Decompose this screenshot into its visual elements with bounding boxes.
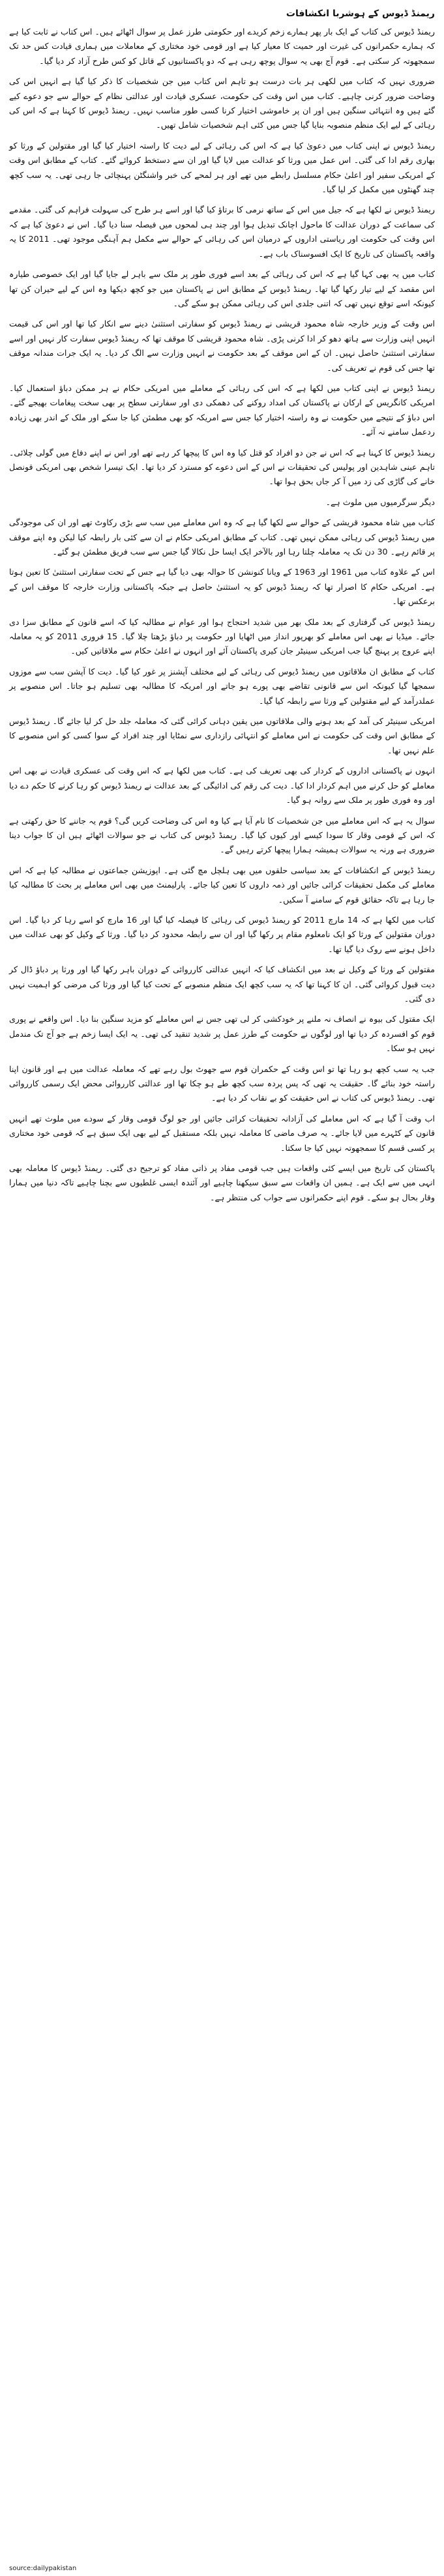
article-paragraph: دیگر سرگرمیوں میں ملوث ہے۔ bbox=[325, 497, 435, 507]
article-paragraph: اس کے علاوہ کتاب میں 1961 اور 1963 کے ویانا کنونشن کا حوالہ بھی دیا گیا ہے جس کے تحت سفارتی استثنیٰ کا تعین ہوتا ہے۔ امریکی حکام کا اصرار تھا کہ ریمنڈ ڈیوس کو یہ استثنیٰ حاصل ہے جبکہ پاکستانی وزارت خارجہ کا موقف اس کے برعکس تھا۔ bbox=[9, 567, 435, 607]
article-paragraph: کتاب کے مطابق ان ملاقاتوں میں ریمنڈ ڈیوس کی رہائی کے لیے مختلف آپشنز پر غور کیا گیا۔ دیت کا آپشن سب سے موزوں سمجھا گیا کیونکہ اس سے قانونی تقاضے بھی پورے ہو جاتے اور امریکہ کا مطالبہ بھی تسلیم ہو جاتا۔ اس منصوبے پر عملدرآمد کے لیے مقتولین کے ورثا سے رابطہ کیا گیا۔ bbox=[9, 666, 435, 706]
article-paragraph: مقتولین کے ورثا کے وکیل نے بعد میں انکشاف کیا کہ انہیں عدالتی کارروائی کے دوران باہر رکھا گیا اور ورثا پر دباؤ ڈال کر دیت قبول کروائی گئی۔ ان کا کہنا تھا کہ یہ سب کچھ ایک منظم منصوبے کے تحت کیا گیا اور ورثا کی مرضی کو اہمیت نہیں دی گئی۔ bbox=[9, 964, 435, 1004]
article-paragraph: ریمنڈ ڈیوس نے اپنی کتاب میں دعویٰ کیا ہے کہ اس کی رہائی کے لیے دیت کا راستہ اختیار کیا گیا اور مقتولین کے ورثا کو بھاری رقم ادا کی گئی۔ اس عمل میں ورثا کو عدالت میں لایا گیا اور ان سے دستخط کروائے گئے۔ کتاب کے مطابق اس وقت کے امریکی سفیر اور اعلیٰ حکام مسلسل رابطے میں تھے اور ہر لمحے کی خبر واشنگٹن پہنچائی جا رہی تھی۔ یہ سب کچھ چند گھنٹوں میں مکمل کر لیا گیا۔ bbox=[9, 140, 435, 195]
article-paragraph: اب وقت آ گیا ہے کہ اس معاملے کی آزادانہ تحقیقات کرائی جائیں اور جو لوگ قومی وقار کے سودے میں ملوث تھے انہیں قانون کے کٹہرے میں لایا جائے۔ یہ صرف ماضی کا معاملہ نہیں بلکہ مستقبل کے لیے بھی ایک سبق ہے کہ قومی خود مختاری پر کسی قسم کا سمجھوتہ نہیں کیا جا سکتا۔ bbox=[9, 1113, 435, 1153]
article-paragraph: ضروری نہیں کہ کتاب میں لکھی ہر بات درست ہو تاہم اس کتاب میں جن شخصیات کا ذکر کیا گیا ہے انہیں اس کی وضاحت ضرور کرنی چاہیے۔ کتاب میں اس وقت کی حکومت، عسکری قیادت اور عدالتی نظام کے حوالے سے جو دعوے کیے گئے ہیں وہ انتہائی سنگین ہیں اور ان پر خاموشی اختیار کرنا کسی طور مناسب نہیں۔ ریمنڈ ڈیوس کا کہنا ہے کہ اس کی رہائی کے لیے ایک منظم منصوبہ بنایا گیا جس میں کئی اہم شخصیات شامل تھیں۔ bbox=[9, 76, 435, 130]
article-paragraph: ریمنڈ ڈیوس کی کتاب کے ایک بار پھر ہمارے زخم کریدے اور حکومتی طرز عمل پر سوال اٹھائے ہیں۔ اس کتاب نے ثابت کیا ہے کہ ہمارے حکمرانوں کی غیرت اور حمیت کا معیار کیا ہے اور قومی خود مختاری کے معاملات میں ہماری قیادت کس حد تک سمجھوتہ کر سکتی ہے۔ قوم آج بھی یہ سوال پوچھ رہی ہے کہ دو پاکستانیوں کے قاتل کو کس طرح آزاد کر دیا گیا۔ bbox=[9, 27, 435, 66]
article-paragraph: ریمنڈ ڈیوس نے اپنی کتاب میں لکھا ہے کہ اس کی رہائی کے معاملے میں امریکی حکام نے ہر ممکن دباؤ استعمال کیا۔ امریکی کانگریس کے ارکان نے پاکستان کی امداد روکنے کی دھمکی دی اور سفارتی سطح پر بھی سخت پیغامات بھیجے گئے۔ اس دباؤ کے نتیجے میں حکومت نے وہ راستہ اختیار کیا جس سے امریکہ کو بھی مطمئن کیا جا سکے اور ملک کے اندر بھی زیادہ ردعمل سامنے نہ آئے۔ bbox=[9, 383, 435, 437]
article-paragraph: ایک مقتول کی بیوہ نے انصاف نہ ملنے پر خودکشی کر لی تھی جس نے اس معاملے کو مزید سنگین بنا دیا۔ اس واقعے نے پوری قوم کو افسردہ کر دیا تھا اور لوگوں نے حکومت کے طرز عمل پر شدید تنقید کی تھی۔ یہ ایک ایسا زخم ہے جو آج تک مندمل نہیں ہو سکا۔ bbox=[9, 1014, 435, 1054]
article-paragraph: کتاب میں لکھا ہے کہ 14 مارچ 2011 کو ریمنڈ ڈیوس کی رہائی کا فیصلہ کیا گیا اور 16 مارچ کو اسے رہا کر دیا گیا۔ اس دوران مقتولین کے ورثا کو ایک نامعلوم مقام پر رکھا گیا اور ان سے رابطہ محدود کر دیا گیا۔ ورثا کے وکیل کو بھی عدالت میں داخل ہونے سے روک دیا گیا تھا۔ bbox=[9, 914, 435, 954]
article-paragraph: ریمنڈ ڈیوس کے انکشافات کے بعد سیاسی حلقوں میں بھی ہلچل مچ گئی ہے۔ اپوزیشن جماعتوں نے مطالبہ کیا ہے کہ اس معاملے کی مکمل تحقیقات کرائی جائیں اور ذمہ داروں کا تعین کیا جائے۔ پارلیمنٹ میں بھی اس معاملے پر بحث کا مطالبہ کیا جا رہا ہے تاکہ حقائق قوم کے سامنے آ سکیں۔ bbox=[9, 865, 435, 904]
article-paragraph: امریکی سینیٹر کی آمد کے بعد ہونے والی ملاقاتوں میں یقین دہانی کرائی گئی کہ معاملہ جلد حل کر لیا جائے گا۔ ریمنڈ ڈیوس کے مطابق اس وقت کی حکومت نے اس معاملے کو انتہائی رازداری سے نمٹایا اور چند افراد کے سوا کسی کو اس منصوبے کا علم نہیں تھا۔ bbox=[9, 716, 435, 755]
article-paragraph: پاکستان کی تاریخ میں ایسے کئی واقعات ہیں جب قومی مفاد پر ذاتی مفاد کو ترجیح دی گئی۔ ریمنڈ ڈیوس کا معاملہ بھی انہی میں سے ایک ہے۔ ہمیں ان واقعات سے سبق سیکھنا چاہیے اور آئندہ ایسی غلطیوں سے بچنا چاہیے تاکہ دنیا میں ہمارا وقار بحال ہو سکے۔ قوم اپنے حکمرانوں سے جواب کی منتظر ہے۔ bbox=[9, 1163, 435, 1202]
article-paragraph: ریمنڈ ڈیوس کا کہنا ہے کہ اس نے جن دو افراد کو قتل کیا وہ اس کا پیچھا کر رہے تھے اور اس نے اپنے دفاع میں گولی چلائی۔ تاہم عینی شاہدین اور پولیس کی تحقیقات نے اس کے اس دعوے کو مسترد کر دیا تھا۔ ایک تیسرا شخص بھی امریکی قونصل خانے کی گاڑی کی زد میں آ کر جاں بحق ہوا تھا۔ bbox=[9, 447, 435, 487]
article-paragraph: سوال یہ ہے کہ اس معاملے میں جن شخصیات کا نام آیا ہے کیا وہ اس کی وضاحت کریں گی؟ قوم یہ جاننے کا حق رکھتی ہے کہ اس کے قومی وقار کا سودا کیسے اور کیوں کیا گیا۔ ریمنڈ ڈیوس کی کتاب نے جو سوالات اٹھائے ہیں ان کا جواب دینا ضروری ہے ورنہ یہ سوالات ہمیشہ ہمارا پیچھا کرتے رہیں گے۔ bbox=[9, 815, 435, 855]
article-paragraph: ریمنڈ ڈیوس کی گرفتاری کے بعد ملک بھر میں شدید احتجاج ہوا اور عوام نے مطالبہ کیا کہ اسے قانون کے مطابق سزا دی جائے۔ میڈیا نے بھی اس معاملے کو بھرپور انداز میں اٹھایا اور حکومت پر دباؤ بڑھتا چلا گیا۔ 15 فروری 2011 کو یہ معاملہ اپنے عروج پر پہنچ گیا جب امریکی سینیٹر جان کیری پاکستان آئے اور انہوں نے اعلیٰ حکام سے ملاقاتیں کیں۔ bbox=[9, 616, 435, 656]
article-body bbox=[9, 25, 435, 1205]
article-paragraph: کتاب میں شاہ محمود قریشی کے حوالے سے لکھا گیا ہے کہ وہ اس معاملے میں سب سے بڑی رکاوٹ تھے اور ان کی موجودگی میں ریمنڈ ڈیوس کی رہائی ممکن نہیں تھی۔ کتاب کے مطابق امریکی حکام نے ان سے کئی بار رابطہ کیا لیکن وہ اپنے موقف پر قائم رہے۔ 30 دن تک یہ معاملہ چلتا رہا اور بالآخر ایک ایسا حل نکالا گیا جس سے سب فریق مطمئن ہو گئے۔ bbox=[9, 517, 435, 557]
article-paragraph: اس وقت کے وزیر خارجہ شاہ محمود قریشی نے ریمنڈ ڈیوس کو سفارتی استثنیٰ دینے سے انکار کیا تھا اور اس کی قیمت انہیں اپنی وزارت سے ہاتھ دھو کر ادا کرنی پڑی۔ شاہ محمود قریشی کا موقف تھا کہ ریمنڈ ڈیوس سفارت کار نہیں اور اسے سفارتی استثنیٰ حاصل نہیں۔ ان کے اس موقف کے بعد حکومت نے انہیں وزارت سے الگ کر دیا۔ یہ ایک جرات مندانہ موقف تھا جس کی قوم نے تعریف کی۔ bbox=[9, 319, 435, 373]
article-paragraph: انہوں نے پاکستانی اداروں کے کردار کی بھی تعریف کی ہے۔ کتاب میں لکھا ہے کہ اس وقت کی عسکری قیادت نے بھی اس معاملے کو حل کرنے میں اہم کردار ادا کیا۔ دیت کی رقم کی ادائیگی کے بعد عدالت نے ریمنڈ ڈیوس کو رہا کرنے کا حکم دے دیا اور وہ فوری طور پر ملک سے روانہ ہو گیا۔ bbox=[9, 766, 435, 805]
source-credit: source:dailypakistan bbox=[9, 2565, 77, 2572]
article-paragraph: ریمنڈ ڈیوس نے لکھا ہے کہ جیل میں اس کے ساتھ نرمی کا برتاؤ کیا گیا اور اسے ہر طرح کی سہولت فراہم کی گئی۔ مقدمے کی سماعت کے دوران عدالت کا ماحول اچانک تبدیل ہوا اور چند ہی لمحوں میں فیصلہ سنا دیا گیا۔ اس نے دعویٰ کیا ہے کہ اس وقت کی حکومت اور ریاستی اداروں کے درمیان اس کی رہائی کے حوالے سے مکمل ہم آہنگی موجود تھی۔ 2011 کا یہ واقعہ پاکستان کی تاریخ کا ایک افسوسناک باب ہے۔ bbox=[9, 205, 435, 259]
article-paragraph: کتاب میں یہ بھی کہا گیا ہے کہ اس کی رہائی کے بعد اسے فوری طور پر ملک سے باہر لے جایا گیا اور ایک خصوصی طیارہ اس مقصد کے لیے تیار رکھا گیا تھا۔ ریمنڈ ڈیوس کے مطابق اس نے پاکستان میں جو کچھ دیکھا وہ اس کے لیے حیران کن تھا کیونکہ اسے توقع نہیں تھی کہ اتنی جلدی اس کی رہائی ممکن ہو سکے گی۔ bbox=[9, 269, 435, 308]
article-title: ریمنڈ ڈیوس کے ہوشربا انکشافات bbox=[286, 8, 435, 19]
article-paragraph: جب یہ سب کچھ ہو رہا تھا تو اس وقت کے حکمران قوم سے جھوٹ بول رہے تھے کہ معاملہ عدالت میں ہے اور قانون اپنا راستہ خود بنائے گا۔ حقیقت یہ تھی کہ پس پردہ سب کچھ طے ہو چکا تھا اور عدالتی کارروائی محض ایک رسمی کارروائی تھی۔ ریمنڈ ڈیوس کی کتاب نے اس حقیقت کو بے نقاب کر دیا ہے۔ bbox=[9, 1064, 435, 1103]
